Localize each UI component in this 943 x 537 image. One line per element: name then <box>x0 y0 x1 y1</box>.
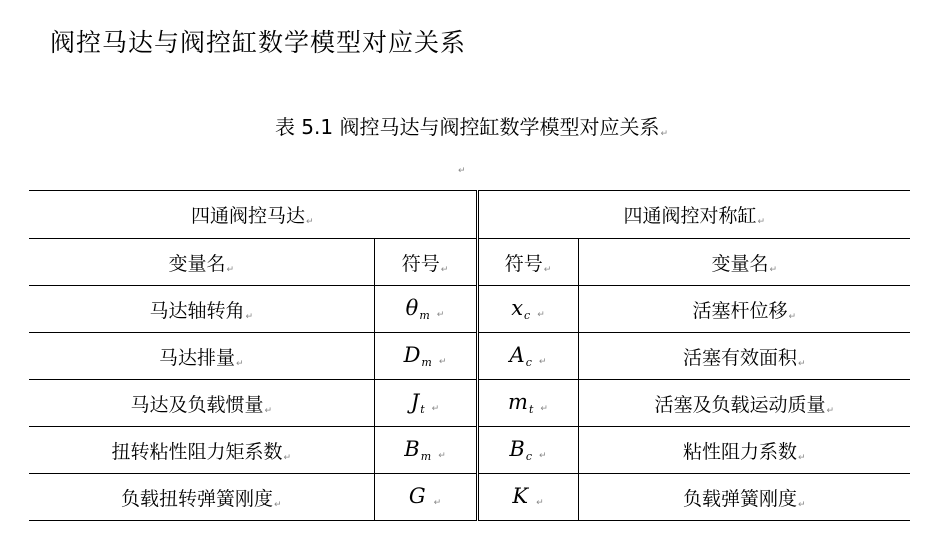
paragraph-mark-icon: ↵ <box>438 451 446 461</box>
paragraph-mark-icon: ↵ <box>235 358 244 369</box>
motor-variable-cell: 马达及负载惯量↵ <box>29 380 374 427</box>
cylinder-variable-cell: 粘性阻力系数↵ <box>578 427 910 474</box>
cylinder-variable-cell: 负载弹簧刚度↵ <box>578 474 910 521</box>
table-row <box>29 380 910 427</box>
mapping-table <box>29 190 910 521</box>
paragraph-mark-icon: ↵ <box>438 357 447 367</box>
cylinder-symbol-cell: K ↵ <box>477 474 578 521</box>
paragraph-mark-icon: ↵ <box>440 264 449 275</box>
cylinder-group-header: 四通阀控对称缸↵ <box>477 191 910 239</box>
paragraph-mark-icon: ↵ <box>543 264 552 275</box>
paragraph-mark-icon: ↵ <box>273 499 282 510</box>
paragraph-mark-icon: ↵ <box>536 498 544 508</box>
motor-variable-cell: 负载扭转弹簧刚度↵ <box>29 474 374 521</box>
table-row <box>29 286 910 333</box>
paragraph-mark-icon: ↵ <box>539 451 547 461</box>
paragraph-mark-icon: ↵ <box>797 358 806 369</box>
cylinder-variable-cell: 活塞及负载运动质量↵ <box>578 380 910 427</box>
column-header-cylinder-symbol: 符号↵ <box>477 239 578 286</box>
cylinder-variable-cell: 活塞有效面积↵ <box>578 333 910 380</box>
paragraph-mark-icon: ↵ <box>826 405 835 416</box>
column-header-cylinder-variable: 变量名↵ <box>578 239 910 286</box>
paragraph-mark-icon: ↵ <box>264 405 273 416</box>
paragraph-mark-icon: ↵ <box>431 404 440 414</box>
paragraph-mark-icon: ↵ <box>797 452 806 463</box>
paragraph-mark-icon: ↵ <box>660 129 669 139</box>
paragraph-mark-icon: ↵ <box>283 452 292 463</box>
group-header-row <box>29 191 910 239</box>
cylinder-symbol-cell: $m_t$ ↵ <box>477 380 578 427</box>
cylinder-symbol-cell: $B_c$ ↵ <box>477 427 578 474</box>
motor-symbol-cell: $D_m$ ↵ <box>374 333 477 380</box>
paragraph-mark-icon: ↵ <box>788 311 797 322</box>
paragraph-mark-icon: ↵ <box>757 217 766 227</box>
paragraph-mark-icon: ↵ <box>797 499 806 510</box>
motor-symbol-cell: G ↵ <box>374 474 477 521</box>
column-header-motor-symbol: 符号↵ <box>374 239 477 286</box>
motor-variable-cell: 马达排量↵ <box>29 333 374 380</box>
motor-variable-cell: 扭转粘性阻力矩系数↵ <box>29 427 374 474</box>
paragraph-mark-icon: ↵ <box>540 404 548 414</box>
page-title: 阀控马达与阀控缸数学模型对应关系 <box>50 28 467 57</box>
table-row <box>29 333 910 380</box>
table-row <box>29 474 910 521</box>
paragraph-mark-icon: ↵ <box>433 498 442 508</box>
table-row <box>29 427 910 474</box>
mapping-table-container <box>29 190 910 521</box>
column-header-row <box>29 239 910 286</box>
motor-variable-cell: 马达轴转角↵ <box>29 286 374 333</box>
paragraph-mark-icon: ↵ <box>538 357 547 367</box>
motor-symbol-cell: $J_t$ ↵ <box>374 380 477 427</box>
table-caption <box>0 113 943 148</box>
cylinder-symbol-cell: $A_c$ ↵ <box>477 333 578 380</box>
paragraph-mark-icon: ↵ <box>458 166 466 176</box>
cylinder-symbol-cell: $x_c$ ↵ <box>477 286 578 333</box>
paragraph-mark-icon: ↵ <box>245 311 254 322</box>
motor-symbol-cell: $\theta_m$ ↵ <box>374 286 477 333</box>
cylinder-variable-cell: 活塞杆位移↵ <box>578 286 910 333</box>
caption-text: 表 5.1 阀控马达与阀控缸数学模型对应关系 <box>274 115 660 139</box>
motor-symbol-cell: $B_m$ ↵ <box>374 427 477 474</box>
motor-group-header: 四通阀控马达↵ <box>29 191 477 239</box>
paragraph-mark-icon: ↵ <box>769 264 778 275</box>
paragraph-mark-icon: ↵ <box>305 217 314 227</box>
column-header-motor-variable: 变量名↵ <box>29 239 374 286</box>
paragraph-mark-icon: ↵ <box>537 310 545 320</box>
paragraph-mark-icon: ↵ <box>226 264 235 275</box>
paragraph-mark-icon: ↵ <box>436 310 445 320</box>
